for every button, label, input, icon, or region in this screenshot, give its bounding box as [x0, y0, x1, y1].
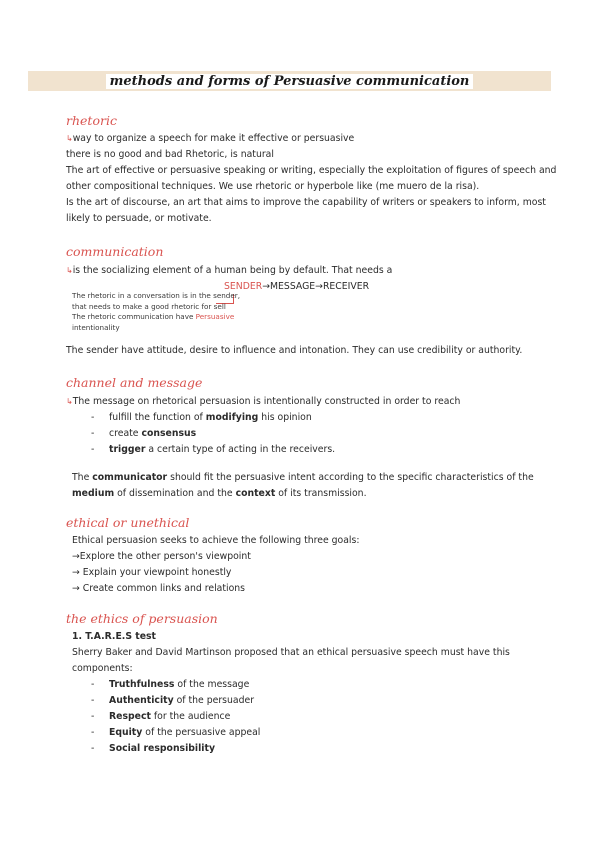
- communication-intro: ↳is the socializing element of a human being by default. That needs a: [66, 265, 393, 276]
- paragraph-line: components:: [72, 663, 133, 674]
- arrow-mark-icon: ↳: [66, 397, 73, 406]
- goal-item: →Explore the other person's viewpoint: [72, 551, 251, 562]
- list-item: - Social responsibility: [91, 743, 216, 754]
- tares-list: [91, 677, 260, 757]
- note-highlight: Persuasive: [195, 312, 235, 321]
- section-heading-ethical: ethical or unethical: [66, 515, 190, 530]
- channel-list: [91, 410, 335, 458]
- note-highlight: intentionality: [72, 322, 120, 332]
- section-heading-rhetoric: rhetoric: [66, 113, 117, 128]
- sender-label: SENDER: [224, 281, 263, 292]
- arrow-mark-icon: ↳: [66, 134, 73, 143]
- paragraph-line: Ethical persuasion seeks to achieve the following three goals:: [72, 535, 360, 546]
- arrow-mark-icon: ↳: [66, 266, 73, 275]
- paragraph-line: Sherry Baker and David Martinson proposed that an ethical persuasive speech must have this: [72, 647, 510, 658]
- section-heading-channel: channel and message: [66, 375, 203, 390]
- ethical-body: [72, 533, 359, 597]
- paragraph-line: likely to persuade, or motivate.: [66, 213, 212, 224]
- section-heading-ethics: the ethics of persuasion: [66, 611, 218, 626]
- paragraph-line: other compositional techniques. We use rhetoric or hyperbole like (me muero de la risa).: [66, 181, 480, 192]
- list-item: - create consensus: [91, 428, 197, 439]
- page-title: methods and forms of Persuasive communication: [28, 71, 551, 91]
- paragraph-line: Is the art of discourse, an art that aims to improve the capability of writers or speakers to inform, most: [66, 197, 546, 208]
- paragraph-line: ↳way to organize a speech for make it effective or persuasive: [66, 133, 355, 144]
- rhetoric-body: [66, 131, 556, 227]
- subheading: 1. T.A.R.E.S test: [72, 631, 157, 642]
- list-item: - Respect for the audience: [91, 711, 231, 722]
- list-item: - fulfill the function of modifying his opinion: [91, 412, 312, 423]
- channel-paragraph: [72, 470, 534, 502]
- list-item: - Truthfulness of the message: [91, 679, 250, 690]
- paragraph-line: there is no good and bad Rhetoric, is natural: [66, 149, 274, 160]
- note-line: The rhetoric in a conversation is in the sender,: [72, 291, 241, 300]
- ethics-body: [72, 629, 510, 677]
- list-item: - Authenticity of the persuader: [91, 695, 255, 706]
- channel-intro: ↳The message on rhetorical persuasion is intentionally constructed in order to reach: [66, 396, 461, 407]
- handwritten-note: [72, 291, 240, 333]
- paragraph-line: The art of effective or persuasive speaking or writing, especially the exploitation of figures of speech and: [66, 165, 557, 176]
- paragraph-line: The communicator should fit the persuasive intent according to the specific characteristics of the: [72, 472, 534, 483]
- paragraph-line: medium of dissemination and the context of its transmission.: [72, 488, 367, 499]
- goal-item: → Create common links and relations: [72, 583, 245, 594]
- goal-item: → Explain your viewpoint honestly: [72, 567, 232, 578]
- communication-closing: The sender have attitude, desire to influence and intonation. They can use credibility or authority.: [66, 345, 523, 356]
- communication-flow: SENDER→MESSAGE→RECEIVER: [224, 281, 370, 292]
- note-line: The rhetoric communication have Persuasive: [72, 312, 235, 321]
- note-line: that needs to make a good rhetoric for sell: [72, 301, 226, 311]
- list-item: - trigger a certain type of acting in the receivers.: [91, 444, 336, 455]
- section-heading-communication: communication: [66, 244, 164, 259]
- list-item: - Equity of the persuasive appeal: [91, 727, 261, 738]
